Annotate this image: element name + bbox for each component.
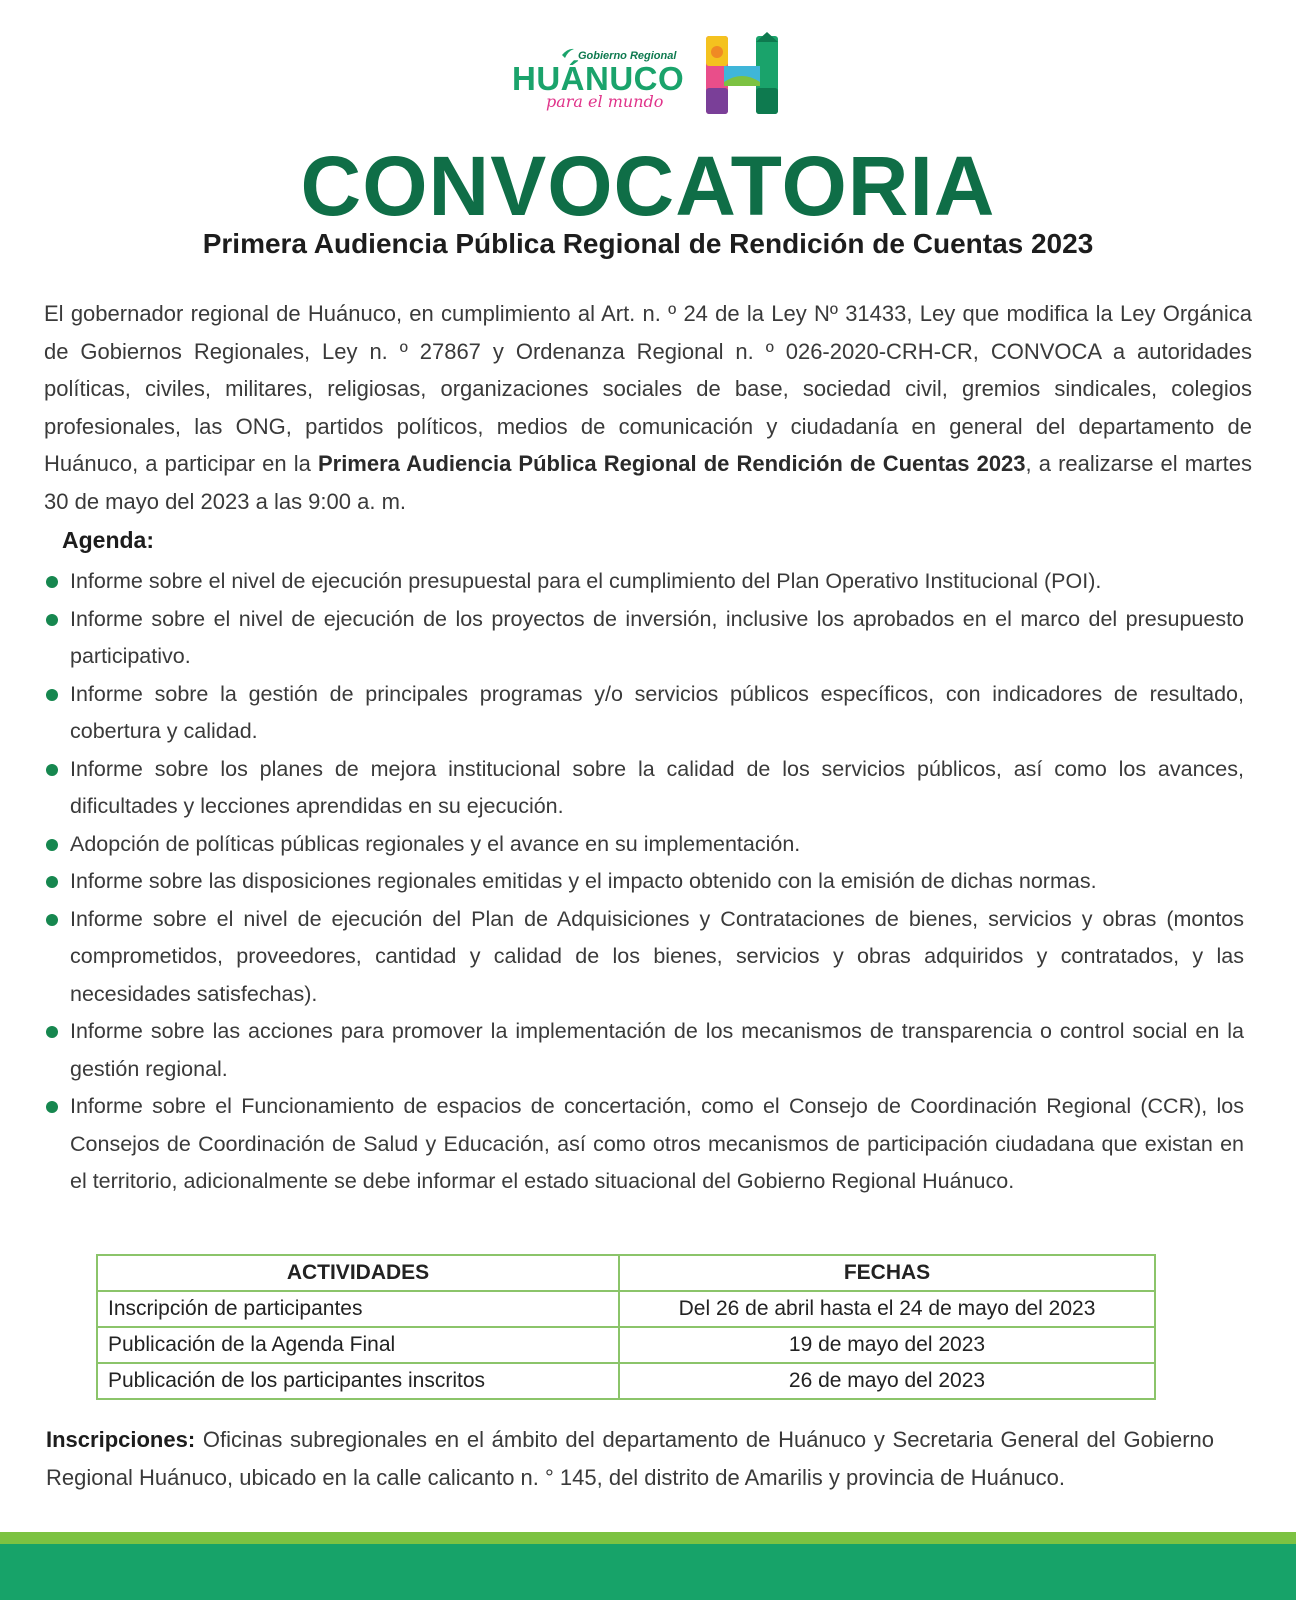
intro-text-2: , a realizarse el martes 30 de mayo del 2023 a las 9:00 a. m. (44, 451, 1252, 514)
date-cell: 26 de mayo del 2023 (619, 1363, 1155, 1399)
registration-label: Inscripciones: (46, 1427, 196, 1452)
date-cell: 19 de mayo del 2023 (619, 1327, 1155, 1363)
table-header-row (97, 1255, 1155, 1291)
agenda-item-text: Informe sobre el nivel de ejecución presupuestal para el cumplimiento del Plan Operativo Institucional (POI). (70, 569, 1102, 593)
activities-table (96, 1254, 1156, 1400)
table-row (97, 1363, 1155, 1399)
list-item (44, 563, 1244, 601)
agenda-item-text: Informe sobre el nivel de ejecución de los proyectos de inversión, inclusive los aprobados en el marco del presupuesto participativo. (70, 606, 1244, 668)
bullet-icon (46, 914, 58, 926)
logo-name: HUÁNUCO (512, 60, 685, 97)
activity-cell: Inscripción de participantes (97, 1291, 619, 1327)
list-item (44, 1013, 1244, 1088)
page-subtitle: Primera Audiencia Pública Regional de Rendición de Cuentas 2023 (202, 228, 1094, 259)
date-cell: Del 26 de abril hasta el 24 de mayo del 2023 (619, 1291, 1155, 1327)
registration-paragraph (46, 1421, 1214, 1496)
table-row (97, 1327, 1155, 1363)
logo (510, 32, 790, 118)
h-emblem-icon (706, 32, 778, 116)
column-header-activities: ACTIVIDADES (97, 1255, 619, 1291)
list-item (44, 1088, 1244, 1201)
agenda-item-text: Informe sobre las disposiciones regionales emitidas y el impacto obtenido con la emisión de dichas normas. (70, 869, 1097, 893)
registration-text: Oficinas subregionales en el ámbito del departamento de Huánuco y Secretaria General del Gobierno Regional Huánuco, ubicado en la calle calicanto n. ° 145, del distrito de Amarilis y provincia de Huánuco. (46, 1427, 1214, 1490)
agenda-item-text: Informe sobre el nivel de ejecución del Plan de Adquisiciones y Contrataciones de bienes, servicios y obras (montos comprometidos, proveedores, cantidad y calidad de los bienes, servicios y obras adquiridos y contratados, y las necesidades satisfechas). (70, 906, 1244, 1006)
list-item (44, 863, 1244, 901)
activity-cell: Publicación de la Agenda Final (97, 1327, 619, 1363)
bullet-icon (46, 1026, 58, 1038)
list-item (44, 601, 1244, 676)
agenda-list (44, 563, 1244, 1201)
logo-tagline: para el mundo (546, 92, 664, 111)
bullet-icon (46, 876, 58, 888)
bullet-icon (46, 764, 58, 776)
footer-bar-dark (0, 1544, 1296, 1600)
list-item (44, 901, 1244, 1014)
intro-text-1: El gobernador regional de Huánuco, en cumplimiento al Art. n. º 24 de la Ley Nº 31433, Ley que modifica la Ley Orgánica de Gobiernos Regionales, Ley n. º 27867 y Ordenanza Regional n. º 026-2020-CRH-CR, CONVOCA a autoridades políticas, civiles, militares, religiosas, organizaciones sociales de base, sociedad civil, gremios sindicales, colegios profesionales, las ONG, partidos políticos, medios de comunicación y ciudadanía en general del departamento de Huánuco, a participar en la (44, 301, 1252, 476)
table-row (97, 1291, 1155, 1327)
intro-paragraph (44, 295, 1252, 520)
bullet-icon (46, 614, 58, 626)
activity-cell: Publicación de los participantes inscritos (97, 1363, 619, 1399)
agenda-item-text: Informe sobre los planes de mejora institucional sobre la calidad de los servicios públicos, así como los avances, dificultades y lecciones aprendidas en su ejecución. (70, 756, 1244, 818)
bullet-icon (46, 576, 58, 588)
agenda-item-text: Adopción de políticas públicas regionales y el avance en su implementación. (70, 831, 801, 856)
agenda-item-text: Informe sobre la gestión de principales programas y/o servicios públicos específicos, con indicadores de resultado, cobertura y calidad. (70, 681, 1244, 743)
bullet-icon (46, 689, 58, 701)
agenda-item-text: Informe sobre el Funcionamiento de espacios de concertación, como el Consejo de Coordinación Regional (CCR), los Consejos de Coordinación de Salud y Educación, así como otros mecanismos de participación ciudadana que existan en el territorio, adicionalmente se debe informar el estado situacional del Gobierno Regional Huánuco. (70, 1094, 1244, 1193)
list-item (44, 826, 1244, 864)
column-header-dates: FECHAS (619, 1255, 1155, 1291)
bullet-icon (46, 1101, 58, 1113)
list-item (44, 676, 1244, 751)
page-title: CONVOCATORIA (300, 139, 996, 233)
logo-government: Gobierno Regional (578, 50, 677, 62)
footer-bar-light (0, 1532, 1296, 1544)
agenda-item-text: Informe sobre las acciones para promover la implementación de los mecanismos de transparencia o control social en la gestión regional. (70, 1019, 1244, 1081)
agenda-title: Agenda: (62, 527, 154, 553)
list-item (44, 751, 1244, 826)
bullet-icon (46, 839, 58, 851)
swoosh-icon (562, 48, 574, 58)
intro-event-name: Primera Audiencia Pública Regional de Rendición de Cuentas 2023 (317, 451, 1026, 476)
